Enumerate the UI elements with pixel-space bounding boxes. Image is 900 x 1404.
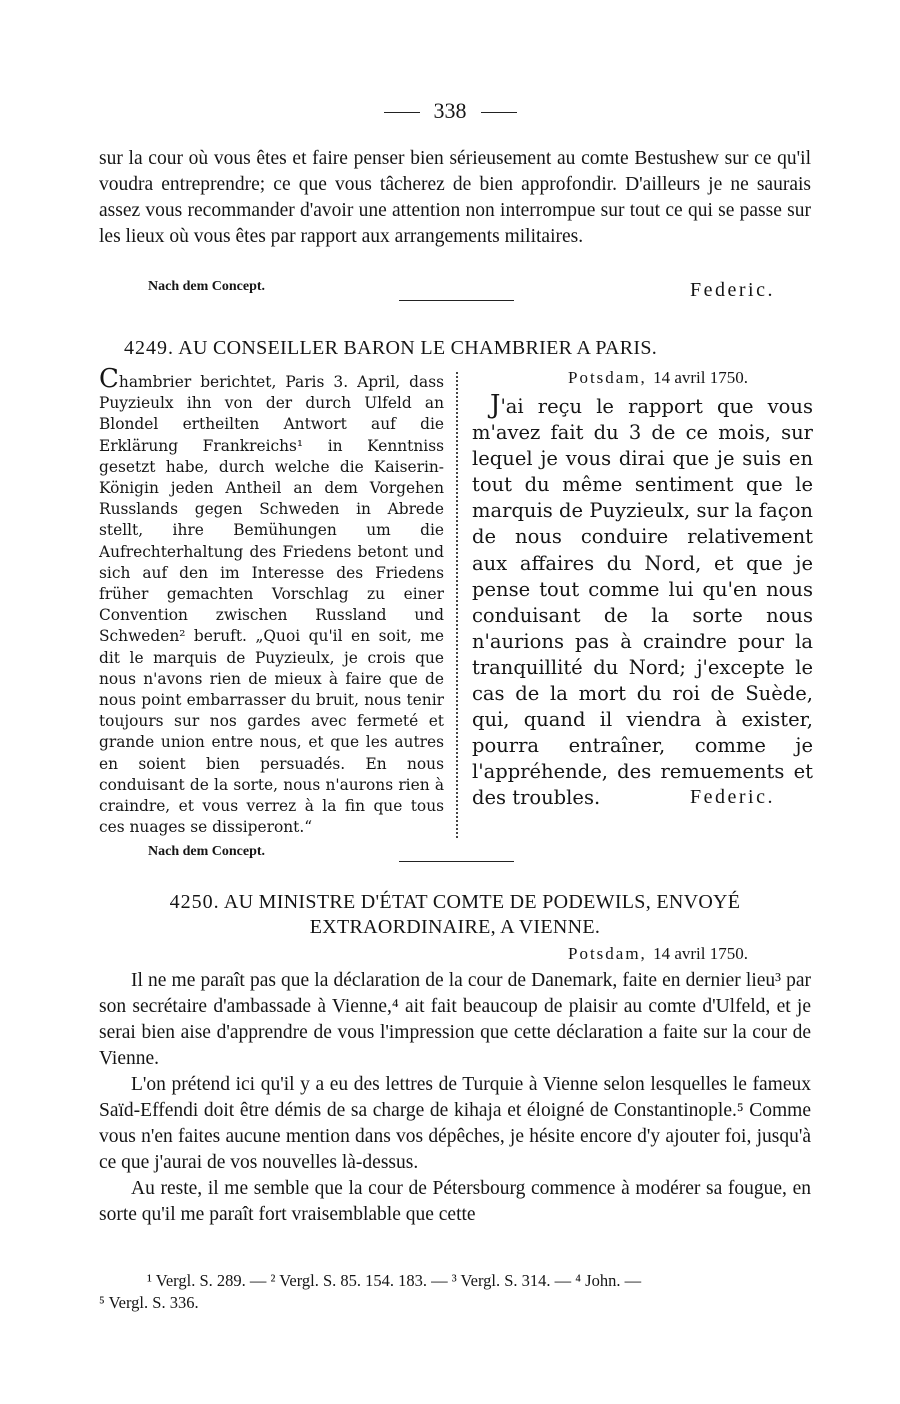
letter-body: 'ai reçu le rapport que vous m'avez fait du 3 de ce mois, sur lequel je vous dirai que je suis en tout du même sentiment que le marquis de Puyzieulx, sur la façon de nous conduire relativement aux affaires du Nord, et que je pense tout comme lui qu'en nous conduisant de la sorte nous n'aurions pas à craindre pour la tranquillité du Nord; j'excepte le cas de la mort du roi de Suède, qui, quand il viendra à exister, pourra entraîner, comme je l'appréhende, des remuements et des troubles.	[472, 395, 813, 810]
page-number-dash-left	[384, 112, 420, 113]
footnote-line: ⁵ Vergl. S. 336.	[99, 1293, 199, 1312]
signature: Federic.	[690, 279, 775, 301]
page-number: 338	[433, 98, 467, 123]
summary-column	[99, 364, 444, 838]
letter-heading-line-1	[99, 890, 811, 915]
letter-title: AU MINISTRE D'ÉTAT COMTE DE PODEWILS, ENVOYÉ	[223, 891, 741, 913]
letter-body	[99, 968, 811, 1228]
letter-number: 4249.	[124, 337, 174, 359]
page-number-line	[0, 98, 900, 124]
letter-body-column	[472, 392, 813, 812]
paragraph: L'on prétend ici qu'il y a eu des lettres de Turquie à Vienne selon lesquelles le fameux Saïd-Effendi doit être démis de sa charge de kihaja et éloigné de Constantinople.⁵ Comme vous n'en faites aucune mention dans vos dépêches, je hésite encore d'y ajouter foi, jusqu'à ce que j'aurai de vos nouvelles là-dessus.	[99, 1074, 811, 1173]
dateline	[568, 944, 748, 964]
dateline-place: Potsdam,	[568, 944, 647, 963]
summary-dropcap: C	[99, 364, 119, 394]
letter-title: AU CONSEILLER BARON LE CHAMBRIER A PARIS.	[178, 337, 658, 359]
dateline-date: 14 avril 1750.	[653, 368, 748, 387]
dateline-date: 14 avril 1750.	[653, 944, 748, 963]
paragraph: Au reste, il me semble que la cour de Pétersbourg commence à modérer sa fougue, en sorte qu'il me paraît fort vraisemblable que cette	[99, 1178, 811, 1225]
footnote-line: ¹ Vergl. S. 289. — ² Vergl. S. 85. 154. 183. — ³ Vergl. S. 314. — ⁴ John. —	[147, 1271, 642, 1290]
continuation-paragraph: sur la cour où vous êtes et faire penser bien sérieusement au comte Bestushew sur ce qu'il voudra entreprendre; ce que vous tâcherez de bien approfondir. D'ailleurs je ne saurais assez vous recommander d'avoir une attention non interrompue sur tout ce qui se passe sur les lieux où vous êtes par rapport aux arrangements militaires.	[99, 148, 811, 247]
paragraph: Il ne me paraît pas que la déclaration de la cour de Danemark, faite en dernier lieu³ par son secrétaire d'ambassade à Vienne,⁴ ait fait beaucoup de plaisir au comte d'Ulfeld, et je serai bien aise d'apprendre de vous l'impression que cette déclaration a faite sur la cour de Vienne.	[99, 970, 811, 1069]
body-dropcap: J	[490, 390, 501, 420]
source-note: Nach dem Concept.	[148, 279, 266, 294]
letter-heading	[124, 336, 657, 361]
signature: Federic.	[690, 786, 775, 808]
section-rule	[399, 861, 514, 862]
footnotes	[99, 1270, 811, 1314]
page-number-dash-right	[481, 112, 517, 113]
letter-number: 4250.	[169, 891, 220, 913]
column-divider	[456, 372, 458, 838]
source-note: Nach dem Concept.	[148, 844, 266, 859]
summary-text: hambrier berichtet, Paris 3. April, dass Puyzieulx ihn von der durch Ulfeld an Blondel ertheilten Antwort auf die Erklärung Frankreichs¹ in Kenntniss gesetzt habe, durch welche die Kaiserin-Königin jeden Antheil an dem Vorgehen Russlands gegen Schweden in Abrede stellt, ihre Bemühungen um die Aufrechterhaltung des Friedens betont und sich auf den im Interesse des Friedens früher gemachten Vorschlag zu einer Convention zwischen Russland und Schweden² beruft. „Quoi qu'il en soit, me dit le marquis de Puyzieulx, je crois que nous n'avons rien de mieux à faire que de nous point embarrasser du bruit, nous tenir toujours sur nos gardes avec fermeté et grande union entre nous, et que les autres en soient bien persuadés. En nous conduisant de la sorte, nous n'aurons rien à craindre, et vous verrez à la fin que tous ces nuages se dissiperont.“	[99, 373, 444, 837]
letter-title-line-2: EXTRAORDINAIRE, A VIENNE.	[309, 916, 601, 938]
dateline-place: Potsdam,	[568, 368, 647, 387]
section-rule	[399, 300, 514, 301]
letter-heading	[99, 890, 811, 940]
dateline	[568, 368, 748, 388]
